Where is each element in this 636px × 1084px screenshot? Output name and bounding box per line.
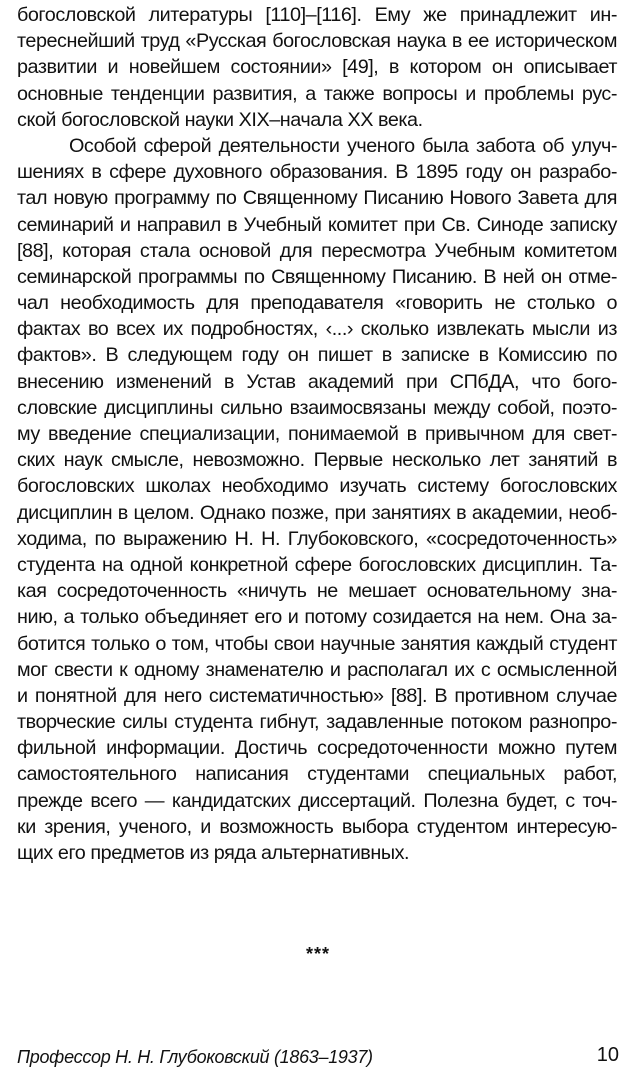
text-line: ских наук смысле, невозможно. Первые несколько лет занятий в [17, 449, 617, 472]
text-line: фильной информации. Достичь сосредоточенности можно путем [17, 737, 617, 760]
text-line: кая сосредоточенность «ничуть не мешает основательному зна- [17, 580, 617, 603]
text-line: развитии и новейшем состоянии» [49], в котором он описывает [17, 56, 617, 79]
page-number: 10 [596, 1044, 619, 1066]
text-line: мог свести к одному знаменателю и располагал их с осмысленной [17, 658, 617, 681]
text-line: тереснейший труд «Русская богословская наука в ее историческом [17, 30, 617, 53]
text-line: семинарской программы по Священному Писанию. В ней он отме- [17, 265, 617, 288]
text-line: фактах во всех их подробностях, ‹...› сколько извлекать мысли из [17, 318, 617, 341]
section-separator: *** [305, 944, 330, 964]
text-line: [88], которая стала основой для пересмотра Учебным комитетом [17, 239, 617, 262]
text-line: и понятной для него систематичностью» [88]. В противном случае [17, 684, 617, 707]
text-line: ки зрения, ученого, и возможность выбора студентом интересую- [17, 815, 617, 838]
text-line: тал новую программу по Священному Писанию Нового Завета для [17, 187, 617, 210]
text-line: внесению изменений в Устав академий при СПбДА, что бого- [17, 370, 617, 393]
text-line: шениях в сфере духовного образования. В 1895 году он разрабо- [17, 161, 617, 184]
running-footer-title: Профессор Н. Н. Глубоковский (1863–1937) [17, 1047, 373, 1067]
text-line: дисциплин в целом. Однако позже, при занятиях в академии, необ- [17, 501, 617, 524]
text-line: фактов». В следующем году он пишет в записке в Комиссию по [17, 344, 617, 367]
body-text [17, 2, 617, 866]
text-line: семинарий и направил в Учебный комитет при Св. Синоде записку [17, 213, 617, 236]
text-line: чал необходимость для преподавателя «говорить не столько о [17, 292, 617, 315]
text-line: самостоятельного написания студентами специальных работ, [17, 763, 617, 786]
text-line: нию, а только объединяет его и потому созидается на нем. Она за- [17, 606, 617, 629]
text-line: ботится только о том, чтобы свои научные занятия каждый студент [17, 632, 617, 655]
text-line: студента на одной конкретной сфере богословских дисциплин. Та- [17, 553, 617, 576]
text-line: основные тенденции развития, а также вопросы и проблемы рус- [17, 82, 617, 105]
paragraph-first-line: Особой сферой деятельности ученого была забота об улуч- [69, 134, 617, 157]
text-line: прежде всего — кандидатских диссертаций. Полезна будет, с точ- [17, 789, 617, 812]
text-line: творческие силы студента гибнут, задавленные потоком разнопро- [17, 711, 617, 734]
paragraph-end-line: щих его предметов из ряда альтернативных. [17, 842, 410, 864]
text-line: му введение специализации, понимаемой в привычном для свет- [17, 423, 617, 445]
paragraph-end-line: ской богословской науки XIX–начала XX века. [17, 108, 423, 131]
text-line: богословской литературы [110]–[116]. Ему же принадлежит ин- [17, 4, 617, 26]
text-line: ходима, по выражению Н. Н. Глубоковского, «сосредоточенность» [17, 527, 617, 550]
text-line: богословских школах необходимо изучать систему богословских [17, 475, 617, 498]
text-line: словские дисциплины сильно взаимосвязаны между собой, поэто- [17, 396, 617, 419]
